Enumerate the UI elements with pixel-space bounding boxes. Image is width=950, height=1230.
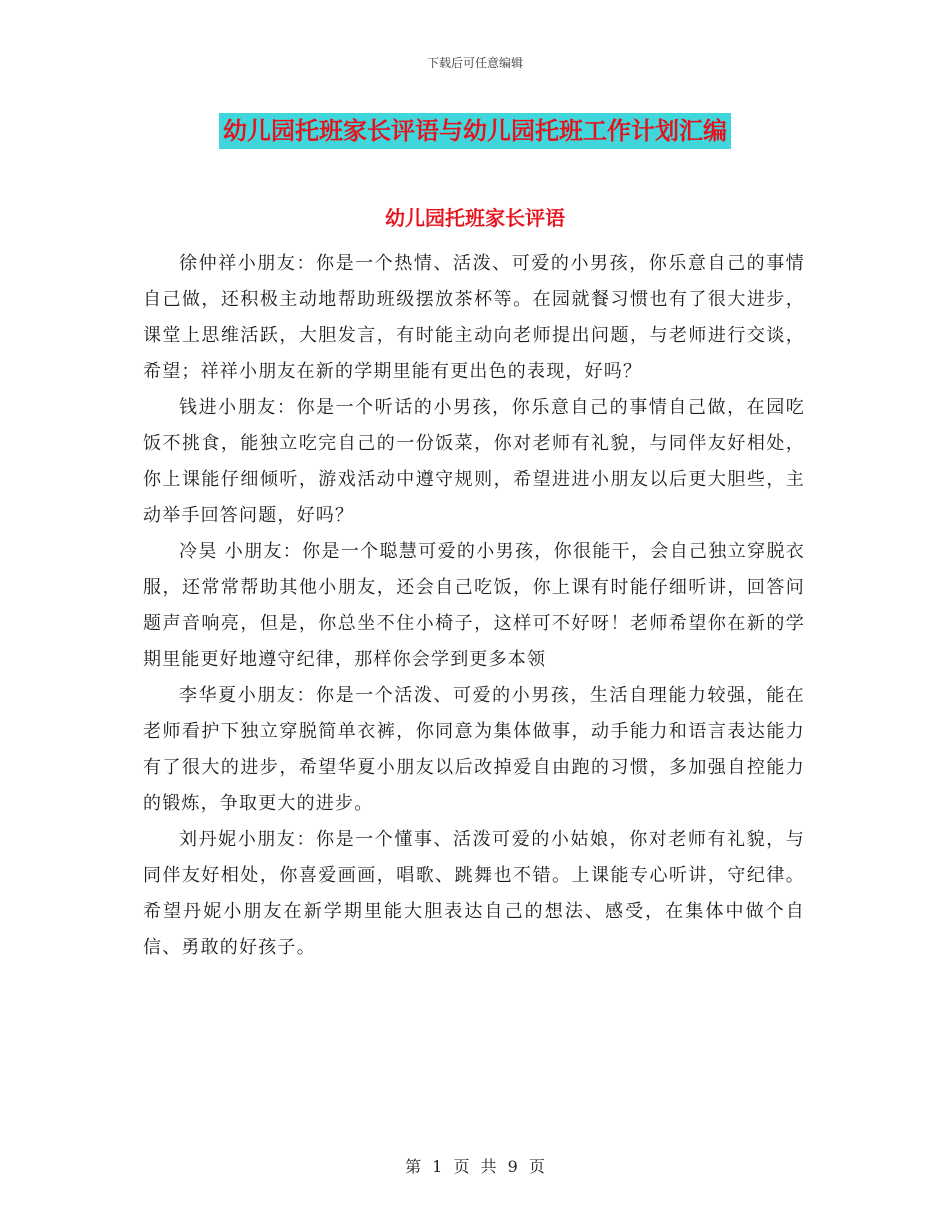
- header-note: 下载后可任意编辑: [426, 56, 523, 70]
- paragraph: 冷昊 小朋友：你是一个聪慧可爱的小男孩，你很能干，会自己独立穿脱衣服，还常常帮助其他小朋友，还会自己吃饭，你上课有时能仔细听讲，回答问题声音响亮，但是，你总坐不住小椅子，这样可不好呀！老师希望你在新的学期里能更好地遵守纪律，那样你会学到更多本领: [143, 541, 805, 670]
- document-title: 幼儿园托班家长评语与幼儿园托班工作计划汇编: [219, 113, 731, 149]
- paragraph: 钱进小朋友：你是一个听话的小男孩，你乐意自己的事情自己做，在园吃饭不挑食，能独立吃完自己的一份饭菜，你对老师有礼貌，与同伴友好相处，你上课能仔细倾听，游戏活动中遵守规则，希望进进小朋友以后更大胆些，主动举手回答问题，好吗？: [143, 397, 805, 526]
- paragraph: 刘丹妮小朋友：你是一个懂事、活泼可爱的小姑娘，你对老师有礼貌，与同伴友好相处，你喜爱画画，唱歌、跳舞也不错。上课能专心听讲，守纪律。希望丹妮小朋友在新学期里能大胆表达自己的想法、感受，在集体中做个自信、勇敢的好孩子。: [143, 829, 805, 958]
- document-body: [143, 246, 805, 966]
- paragraph: 李华夏小朋友：你是一个活泼、可爱的小男孩，生活自理能力较强，能在老师看护下独立穿脱简单衣裤，你同意为集体做事，动手能力和语言表达能力有了很大的进步，希望华夏小朋友以后改掉爱自由跑的习惯，多加强自控能力的锻炼，争取更大的进步。: [143, 685, 805, 814]
- section-title: 幼儿园托班家长评语: [385, 206, 565, 230]
- page-footer: 第 1 页 共 9 页: [405, 1157, 545, 1176]
- doc-title-wrap: [0, 113, 950, 149]
- paragraph: 徐仲祥小朋友：你是一个热情、活泼、可爱的小男孩，你乐意自己的事情自己做，还积极主动地帮助班级摆放茶杯等。在园就餐习惯也有了很大进步，课堂上思维活跃，大胆发言，有时能主动向老师提出问题，与老师进行交谈，希望；祥祥小朋友在新的学期里能有更出色的表现，好吗？: [143, 253, 805, 382]
